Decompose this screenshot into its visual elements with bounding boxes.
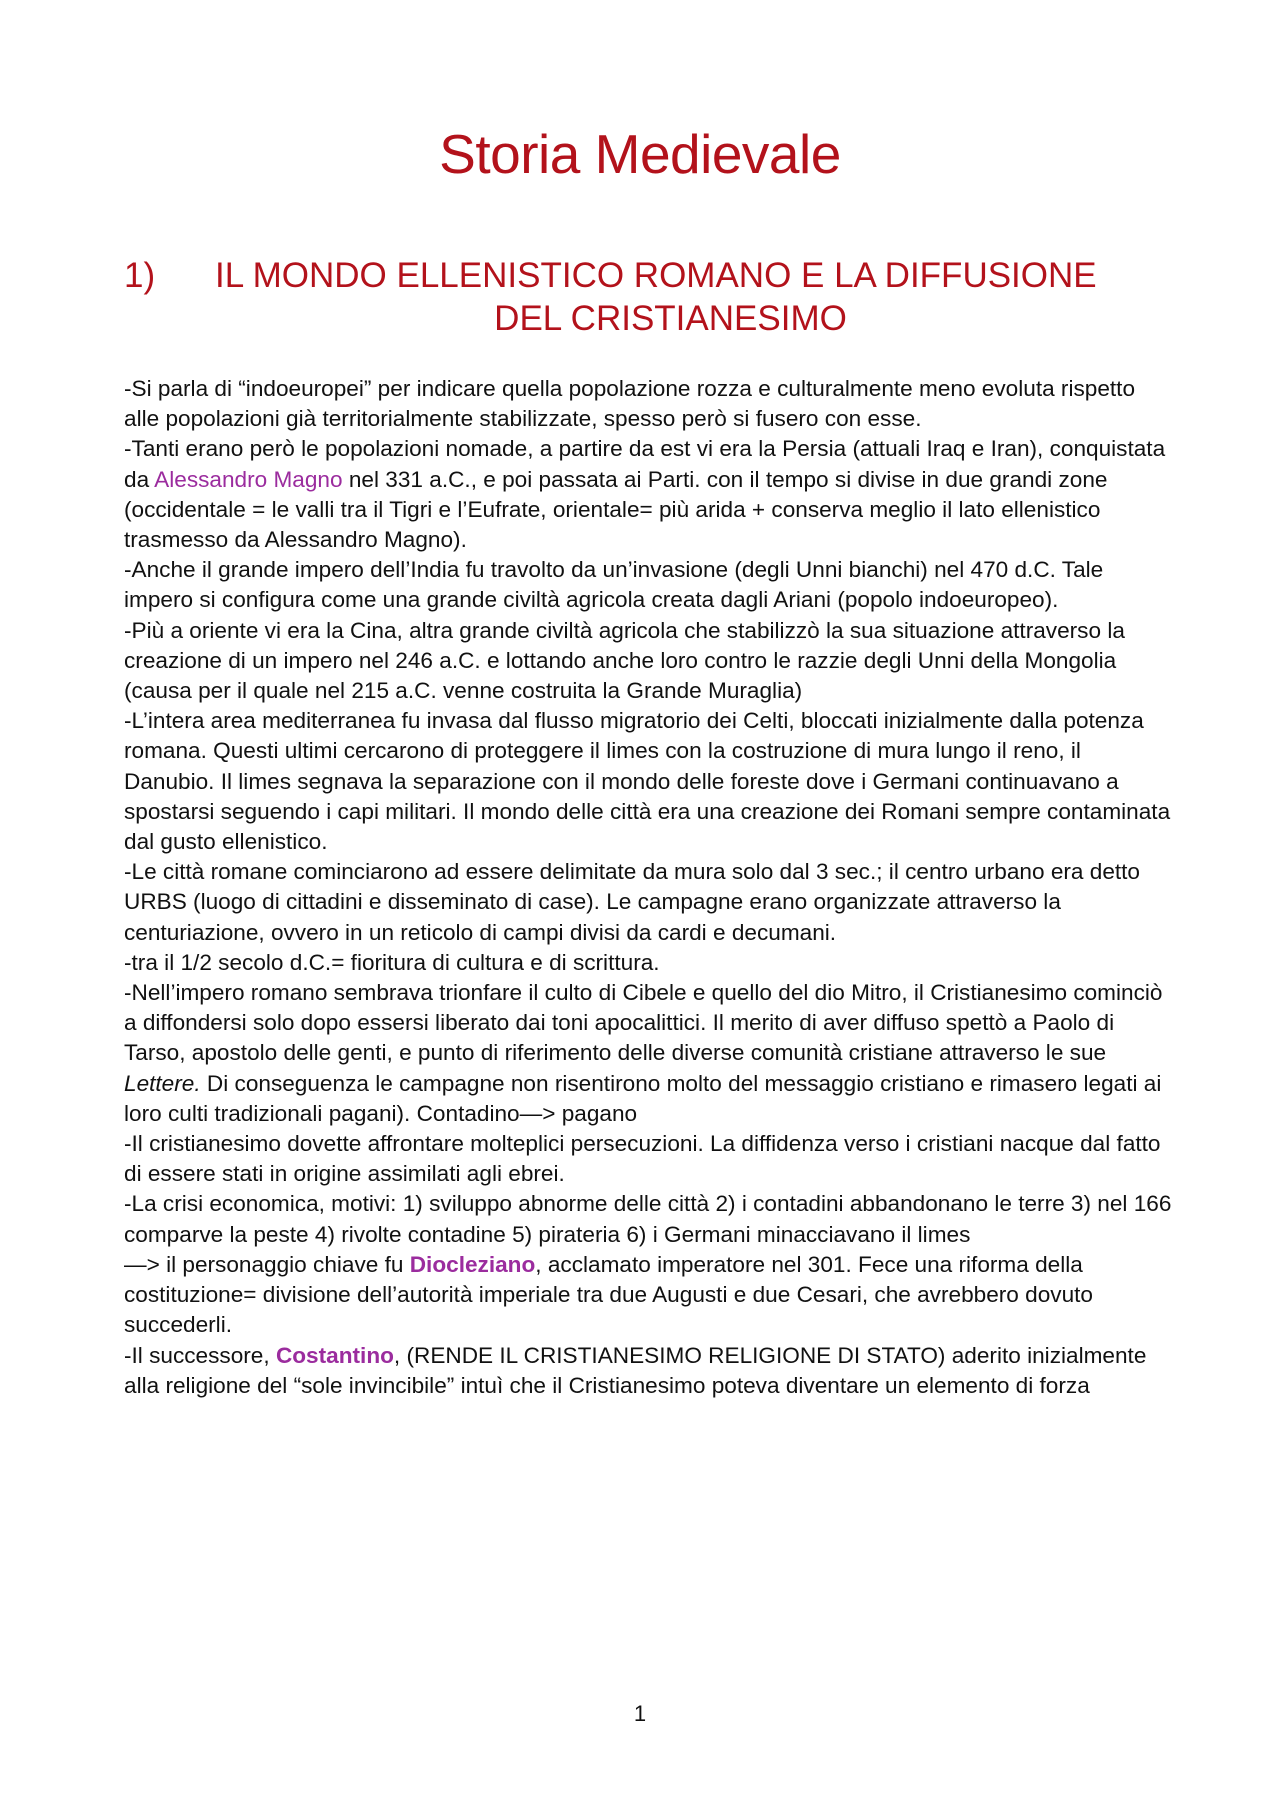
highlight-costantino: Costantino bbox=[275, 1342, 394, 1368]
paragraph-text: —> il personaggio chiave fu bbox=[124, 1251, 410, 1277]
paragraph-celti: -L’intera area mediterranea fu invasa dal flusso migratorio dei Celti, bloccati inizialmente dalla potenza romana. Questi ultimi cercarono di proteggere il limes con la costruzione di mura lungo il reno, il Danubio. Il limes segnava la separazione con il mondo delle foreste dove i Germani continuavano a spostarsi seguendo i capi militari. Il mondo delle città era una creazione dei Romani sempre contaminata dal gusto ellenistico. bbox=[124, 708, 1171, 855]
paragraph-diocleziano bbox=[124, 1250, 1174, 1341]
paragraph-text: nel 331 a.C., e poi passata ai Parti. con il tempo si divise in due grandi zone (occidentale = le valli tra il Tigri e l’Eufrate, orientale= più arida + conserva meglio il lato ellenistico trasmesso da Alessandro Magno). bbox=[124, 466, 1108, 553]
highlight-alessandro-magno: Alessandro Magno bbox=[154, 466, 343, 492]
highlight-diocleziano: Diocleziano bbox=[409, 1251, 536, 1277]
page-number: 1 bbox=[633, 1701, 647, 1726]
paragraph-persecuzioni: -Il cristianesimo dovette affrontare molteplici persecuzioni. La diffidenza verso i cristiani nacque dal fatto di essere stati in origine assimilati agli ebrei. bbox=[124, 1131, 1161, 1187]
italic-lettere: Lettere. bbox=[124, 1070, 201, 1096]
paragraph-cristianesimo bbox=[124, 978, 1174, 1129]
paragraph-text: -Il successore, bbox=[124, 1342, 276, 1368]
paragraph-persia bbox=[124, 434, 1174, 555]
section-heading-text-line1: IL MONDO ELLENISTICO ROMANO E LA DIFFUSIONE bbox=[215, 256, 1097, 295]
paragraph-costantino bbox=[124, 1341, 1174, 1401]
paragraph-cina: -Più a oriente vi era la Cina, altra grande civiltà agricola che stabilizzò la sua situazione attraverso la creazione di un impero nel 246 a.C. e lottando anche loro contro le razzie degli Unni della Mongolia (causa per il quale nel 215 a.C. venne costruita la Grande Muraglia) bbox=[124, 617, 1125, 704]
body-text bbox=[124, 374, 1174, 1401]
paragraph-text: , (RENDE IL CRISTIANESIMO RELIGIONE DI STATO) aderito inizialmente alla religione del “sole invincibile” intuì che il Cristianesimo poteva diventare un elemento di forza bbox=[124, 1342, 1147, 1398]
paragraph-crisi-economica: -La crisi economica, motivi: 1) sviluppo abnorme delle città 2) i contadini abbandonano le terre 3) nel 166 comparve la peste 4) rivolte contadine 5) pirateria 6) i Germani minacciavano il limes bbox=[124, 1191, 1172, 1247]
page-title: Storia Medievale bbox=[439, 123, 841, 185]
paragraph-text: -Tanti erano però le popolazioni nomade, a partire da est vi era la Persia (attuali Iraq e Iran), conquistata da bbox=[124, 436, 1166, 492]
paragraph-text: , acclamato imperatore nel 301. Fece una riforma della costituzione= divisione dell’autorità imperiale tra due Augusti e due Cesari, che avrebbero dovuto succederli. bbox=[124, 1251, 1093, 1338]
paragraph-india: -Anche il grande impero dell’India fu travolto da un’invasione (degli Unni bianchi) nel 470 d.C. Tale impero si configura come una grande civiltà agricola creata dagli Ariani (popolo indoeuropeo). bbox=[124, 557, 1104, 613]
paragraph-text: -Nell’impero romano sembrava trionfare il culto di Cibele e quello del dio Mitro, il Cristianesimo cominciò a diffondersi solo dopo essersi liberato dai toni apocalittici. Il merito di aver diffuso spettò a Paolo di Tarso, apostolo delle genti, e punto di riferimento delle diverse comunità cristiane attraverso le sue bbox=[124, 980, 1163, 1066]
section-heading bbox=[124, 254, 1164, 340]
section-heading-text-line2: DEL CRISTIANESIMO bbox=[494, 299, 847, 338]
section-heading-line1 bbox=[124, 254, 1164, 297]
section-number: 1) bbox=[124, 256, 156, 295]
paragraph-indoeuropei: -Si parla di “indoeuropei” per indicare quella popolazione rozza e culturalmente meno evoluta rispetto alle popolazioni già territorialmente stabilizzate, spesso però si fusero con esse. bbox=[124, 376, 1136, 432]
paragraph-cultura: -tra il 1/2 secolo d.C.= fioritura di cultura e di scrittura. bbox=[124, 949, 660, 975]
paragraph-text: Di conseguenza le campagne non risentirono molto del messaggio cristiano e rimasero legati ai loro culti tradizionali pagani). Contadino—> pagano bbox=[124, 1070, 1162, 1126]
paragraph-citta-romane: -Le città romane cominciarono ad essere delimitate da mura solo dal 3 sec.; il centro urbano era detto URBS (luogo di cittadini e disseminato di case). Le campagne erano organizzate attraverso la centuriazione, ovvero in un reticolo di campi divisi da cardi e decumani. bbox=[124, 859, 1141, 945]
